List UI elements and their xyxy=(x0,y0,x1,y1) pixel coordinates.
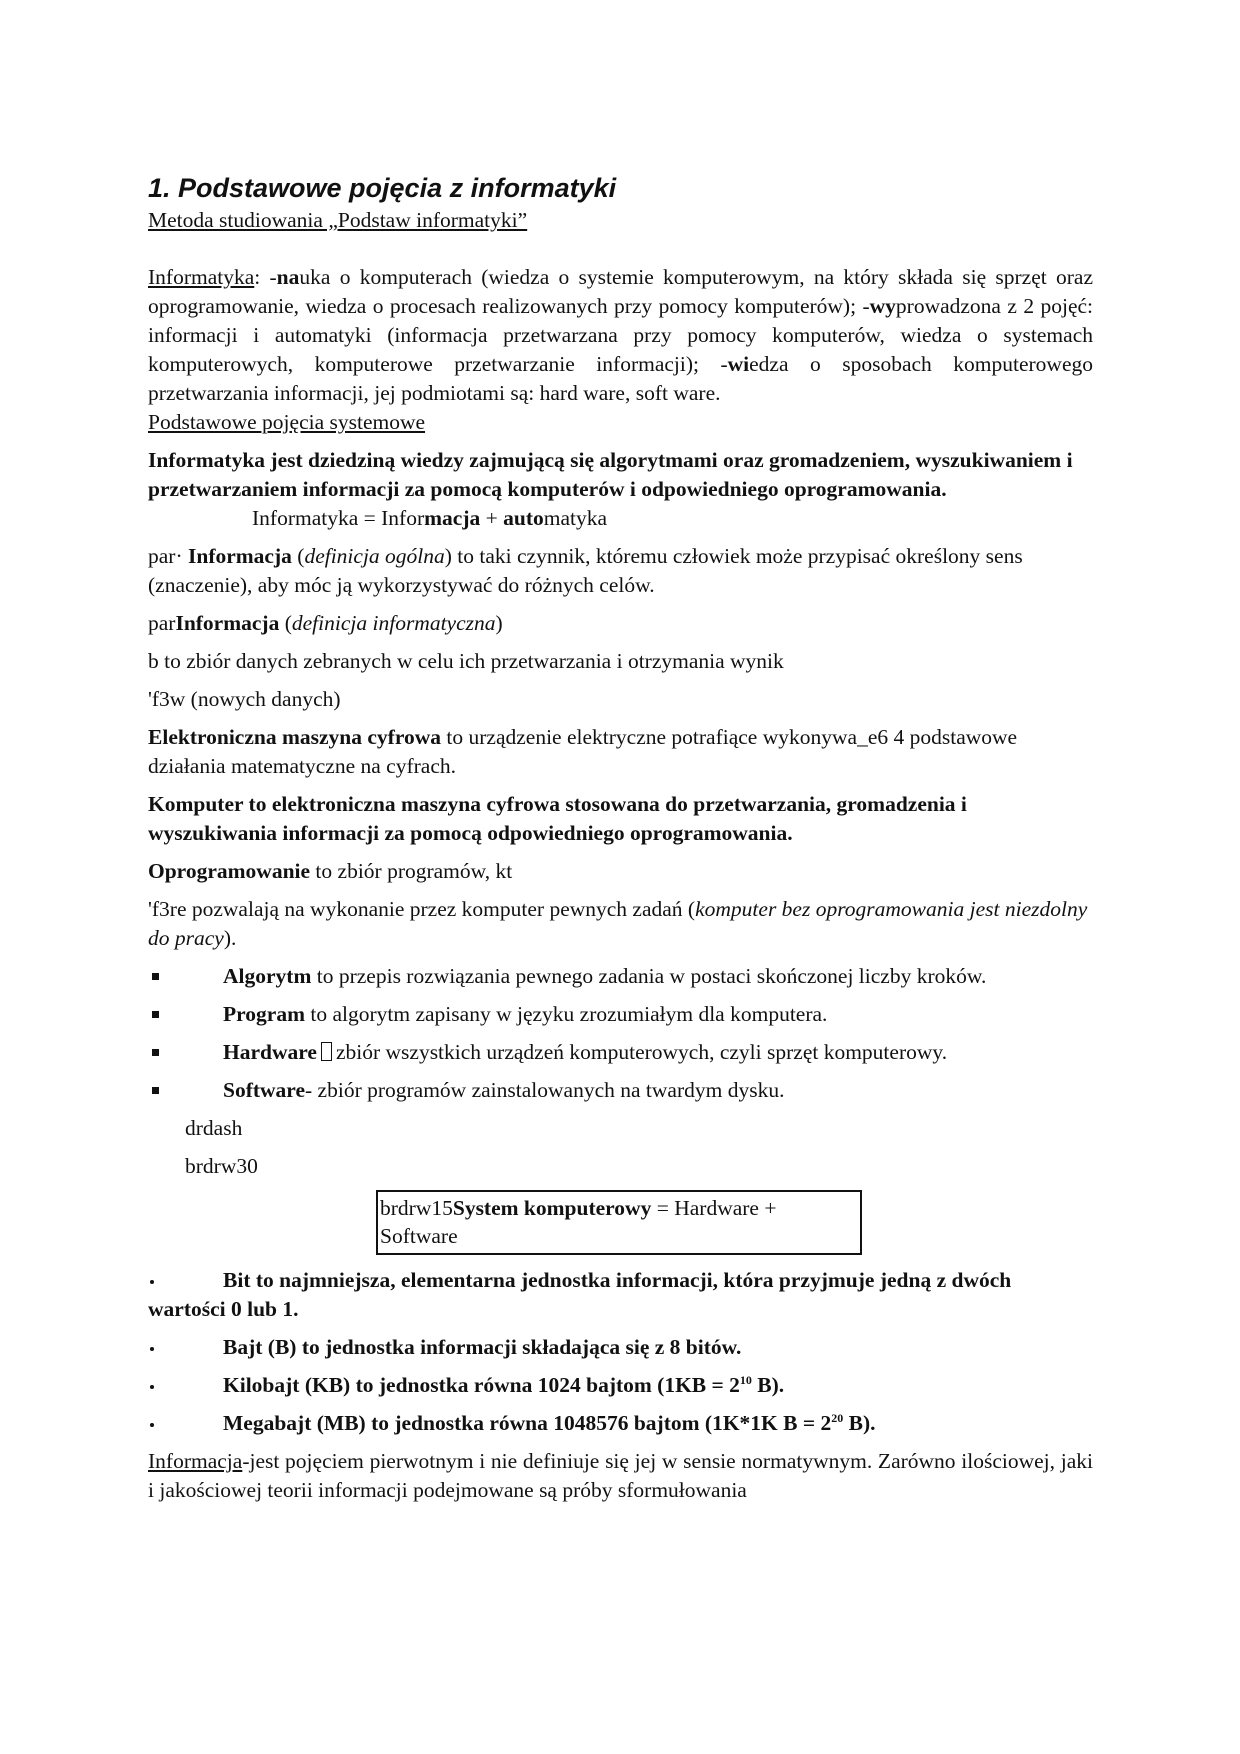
paragraph-informatyka xyxy=(148,263,1093,408)
text-run: matyka xyxy=(543,506,608,530)
text-run: ( xyxy=(291,544,305,568)
term-informacja: Informacja xyxy=(148,1449,243,1473)
system-box xyxy=(376,1190,862,1255)
text-run: to algorytm zapisany w języku zrozumiałym dla komputera. xyxy=(305,1002,828,1026)
paragraph-definition xyxy=(148,446,1093,533)
text-run: to urządzenie elektryczne potrafiące wykonywa_e6 4 podstawowe działania matematyczne na cyfrach. xyxy=(148,725,1018,778)
text-run: - zbiór programów zainstalowanych na twardym dysku. xyxy=(305,1078,785,1102)
text-run: ). xyxy=(223,926,237,950)
artifact-brdrw30: brdrw30 xyxy=(185,1154,258,1178)
superscript: 20 xyxy=(831,1410,844,1425)
page-title: 1. Podstawowe pojęcia z informatyki xyxy=(148,173,617,203)
text-run: ) xyxy=(495,611,503,635)
document-body xyxy=(148,170,1093,1505)
paragraph-komputer: Komputer to elektroniczna maszyna cyfrowa stosowana do przetwarzania, gromadzenia i wyszukiwania informacji za pomocą odpowiedniego oprogramowania. xyxy=(148,792,967,845)
bold-run: Program xyxy=(223,1002,305,1026)
text-run: Informatyka = Infor xyxy=(252,506,425,530)
list-item xyxy=(148,1371,1093,1400)
text-run: 'f3re pozwalają na wykonanie przez komputer pewnych zadań ( xyxy=(148,897,696,921)
bold-run: wy xyxy=(869,294,896,318)
bold-run: Algorytm xyxy=(223,964,312,988)
italic-run: definicja informatyczna xyxy=(291,611,496,635)
bold-run: Software xyxy=(223,1078,306,1102)
text-run: brdrw15 xyxy=(380,1196,453,1220)
italic-run: definicja ogólna xyxy=(304,544,445,568)
formula-box-wrap xyxy=(148,1190,1093,1255)
bold-definition: Informatyka jest dziedziną wiedzy zajmującą się algorytmami oraz gromadzeniem, wyszukiwaniem i przetwarzaniem informacji za pomocą komputerów i odpowiedniego oprogramowania. xyxy=(148,448,1073,501)
text-run: to przepis rozwiązania pewnego zadania w postaci skończonej liczby kroków. xyxy=(311,964,987,988)
section-heading xyxy=(148,408,1093,437)
bold-run: System komputerowy xyxy=(452,1196,652,1220)
bold-run: wi xyxy=(727,352,750,376)
italic-run: komputer bez oprogramowania jest niezdolny do pracy xyxy=(148,897,1088,950)
list-item xyxy=(148,1000,1093,1029)
bold-run: Informacja xyxy=(188,544,292,568)
paragraph-maszyna xyxy=(148,723,1093,781)
subtitle-text: Metoda studiowania „Podstaw informatyki” xyxy=(148,208,528,232)
text-run: = Hardware + Software xyxy=(380,1196,777,1248)
list-item xyxy=(148,1409,1093,1438)
bold-run: na xyxy=(276,265,300,289)
paragraph-informacja-informatyczna xyxy=(148,609,1093,638)
bullet-square-icon xyxy=(148,962,223,991)
list-item xyxy=(148,1266,1093,1324)
subtitle xyxy=(148,206,1093,235)
list-item xyxy=(148,962,1093,991)
text-run: B). xyxy=(751,1373,785,1397)
bullet-dot-icon xyxy=(148,1266,223,1295)
text-run: to zbiór programów, kt xyxy=(310,859,513,883)
text-run: par· xyxy=(148,544,188,568)
bullet-square-icon xyxy=(148,1076,223,1105)
text-run: Kilobajt (KB) to jednostka równa 1024 bajtom (1KB = 2 xyxy=(223,1373,740,1397)
text-run: prowadzona z 2 pojęć: informacji i automatyki (informacja przetwarzana przy pomocy komputerów, wiedza o systemach komputerowych, komputerowe przetwarzanie informacji); - xyxy=(148,294,1094,376)
text-run: B). xyxy=(843,1411,876,1435)
missing-glyph-icon xyxy=(321,1042,332,1061)
bullet-square-icon xyxy=(148,1000,223,1029)
term-informatyka: Informatyka xyxy=(148,265,255,289)
text-run: zbiór wszystkich urządzeń komputerowych, czyli sprzęt komputerowy. xyxy=(335,1040,948,1064)
paragraph-oprogramowanie xyxy=(148,857,1093,886)
bold-run: auto xyxy=(503,506,544,530)
artifact-drdash: drdash xyxy=(185,1116,243,1140)
text-run: + xyxy=(480,506,504,530)
paragraph-nowych-danych: 'f3w (nowych danych) xyxy=(148,687,341,711)
text-run: uka o komputerach (wiedza o systemie komputerowym, na który składa się sprzęt oraz oprogramowanie, wiedza o procesach realizowanych przy pomocy komputerów); - xyxy=(148,265,1093,318)
text-run: par xyxy=(148,611,176,635)
paragraph-informacja-last xyxy=(148,1447,1093,1505)
bold-run: Informacja xyxy=(175,611,280,635)
section-heading-text: Podstawowe pojęcia systemowe xyxy=(148,410,426,434)
bold-run: Oprogramowanie xyxy=(148,859,311,883)
paragraph-zbior-danych: b to zbiór danych zebranych w celu ich przetwarzania i otrzymania wynik xyxy=(148,649,784,673)
bullet-dot-icon xyxy=(148,1333,223,1362)
list-item xyxy=(148,1076,1093,1105)
text-run: edza o sposobach komputerowego przetwarzania informacji, jej podmiotami są: hard ware, soft ware. xyxy=(148,352,1094,405)
paragraph-informacja-ogolna xyxy=(148,542,1093,600)
list-item xyxy=(148,1038,1093,1067)
bajt-definition: Bajt (B) to jednostka informacji składająca się z 8 bitów. xyxy=(223,1335,742,1359)
list-item xyxy=(148,1333,1093,1362)
bullet-dot-icon xyxy=(148,1371,223,1400)
bullet-dot-icon xyxy=(148,1409,223,1438)
text-run: ) to taki czynnik, któremu człowiek może przypisać określony sens (znaczenie), aby móc ją wykorzystywać do różnych celów. xyxy=(148,544,1023,597)
paragraph-zadania xyxy=(148,895,1093,953)
text-run: -jest pojęciem pierwotnym i nie definiuje się jej w sensie normatywnym. Zarówno ilościowej, jaki i jakościowej teorii informacji podejmowane są próby sformułowania xyxy=(148,1449,1093,1502)
bold-run: Hardware xyxy=(223,1040,317,1064)
bold-run: Elektroniczna maszyna cyfrowa xyxy=(148,725,442,749)
text-run: Megabajt (MB) to jednostka równa 1048576 bajtom (1K*1K B = 2 xyxy=(223,1411,832,1435)
superscript: 10 xyxy=(739,1372,752,1387)
text-run: ( xyxy=(279,611,292,635)
formula xyxy=(252,504,607,533)
bullet-square-icon xyxy=(148,1038,223,1067)
bold-run: macja xyxy=(424,506,481,530)
text-run: : - xyxy=(254,265,277,289)
bit-definition: Bit to najmniejsza, elementarna jednostka informacji, która przyjmuje jedną z dwóch wartości 0 lub 1. xyxy=(148,1268,1012,1321)
